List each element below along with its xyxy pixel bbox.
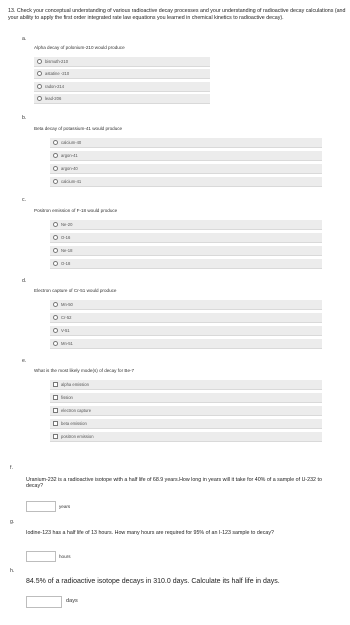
- radio-button[interactable]: [53, 235, 58, 240]
- checkbox[interactable]: [53, 434, 58, 439]
- option-label: argon-40: [61, 165, 78, 171]
- checkbox[interactable]: [53, 395, 58, 400]
- part-b-option[interactable]: [50, 177, 322, 187]
- option-label: electron capture: [61, 407, 92, 413]
- radio-button[interactable]: [37, 96, 42, 101]
- part-e-option[interactable]: [50, 406, 322, 416]
- radio-button[interactable]: [53, 328, 58, 333]
- part-g-question: Iodine-123 has a half life of 13 hours. How many hours are required for 95% of an I-123 sample to decay?: [26, 530, 274, 536]
- part-c-option[interactable]: [50, 233, 322, 243]
- option-label: Ne-20: [61, 221, 73, 227]
- option-label: fission: [61, 394, 73, 400]
- part-a-option[interactable]: [34, 82, 210, 92]
- radio-button[interactable]: [37, 59, 42, 64]
- part-f-unit: years: [59, 504, 71, 509]
- part-d-letter: d.: [22, 278, 27, 284]
- option-label: calcium-40: [61, 139, 82, 145]
- radio-button[interactable]: [53, 166, 58, 171]
- part-f-question: Uranium-232 is a radioactive isotope with a half life of 68.9 years.How long in years will it take for 40% of a sample of U-232 to decay?: [26, 477, 322, 490]
- option-label: lead-206: [45, 95, 62, 101]
- part-c-letter: c.: [22, 197, 27, 203]
- part-b-prompt: Beta decay of potassium-41 would produce: [34, 126, 123, 131]
- part-c-prompt: Positron emission of F-18 would produce: [34, 208, 118, 213]
- part-d-option[interactable]: [50, 326, 322, 336]
- radio-button[interactable]: [53, 248, 58, 253]
- part-b-option[interactable]: [50, 151, 322, 161]
- part-a-letter: a.: [22, 36, 27, 42]
- part-f-letter: f.: [10, 465, 13, 471]
- option-label: argon-41: [61, 152, 78, 158]
- option-label: O-18: [61, 260, 71, 266]
- part-a-option[interactable]: [34, 94, 210, 104]
- radio-button[interactable]: [53, 222, 58, 227]
- part-e-prompt: What is the most likely mode(s) of decay for Be-7: [34, 368, 135, 373]
- part-e-option[interactable]: [50, 393, 322, 403]
- option-label: calcium-41: [61, 178, 82, 184]
- radio-button[interactable]: [53, 341, 58, 346]
- part-h-question: 84.5% of a radioactive isotope decays in 310.0 days. Calculate its half life in days.: [26, 578, 280, 585]
- option-label: positron emission: [61, 433, 94, 439]
- part-b-option[interactable]: [50, 138, 322, 148]
- part-e-option[interactable]: [50, 432, 322, 442]
- part-f-answer-input[interactable]: [26, 501, 56, 512]
- question-intro: 13. Check your conceptual understanding of various radioactive decay processes and your understanding of radioactive decay calculations (and your ability to apply the first order integrated rate law equations you learned in chemical kinetics to radioactive decay).: [8, 8, 346, 22]
- radio-button[interactable]: [53, 302, 58, 307]
- radio-button[interactable]: [53, 315, 58, 320]
- radio-button[interactable]: [37, 71, 42, 76]
- radio-button[interactable]: [53, 179, 58, 184]
- part-c-option[interactable]: [50, 246, 322, 256]
- part-d-option[interactable]: [50, 313, 322, 323]
- part-e-option[interactable]: [50, 380, 322, 390]
- option-label: beta emission: [61, 420, 87, 426]
- part-c-option[interactable]: [50, 259, 322, 269]
- part-d-prompt: Electron capture of Cr-51 would produce: [34, 288, 117, 293]
- option-label: V-51: [61, 327, 70, 333]
- part-g-answer-input[interactable]: [26, 551, 56, 562]
- part-a-prompt: Alpha decay of polonium-210 would produce: [34, 45, 125, 50]
- part-d-option[interactable]: [50, 300, 322, 310]
- option-label: radon-214: [45, 83, 65, 89]
- part-a-option[interactable]: [34, 69, 210, 79]
- part-h-unit: days: [66, 598, 78, 604]
- part-g-unit: hours: [59, 554, 71, 559]
- option-label: alpha emission: [61, 381, 89, 387]
- part-c-option[interactable]: [50, 220, 322, 230]
- part-h-letter: h.: [10, 568, 15, 574]
- radio-button[interactable]: [53, 140, 58, 145]
- option-label: astatine -210: [45, 70, 70, 76]
- radio-button[interactable]: [53, 153, 58, 158]
- checkbox[interactable]: [53, 421, 58, 426]
- part-d-option[interactable]: [50, 339, 322, 349]
- checkbox[interactable]: [53, 408, 58, 413]
- option-label: Mn-50: [61, 301, 73, 307]
- part-e-option[interactable]: [50, 419, 322, 429]
- option-label: bismuth-210: [45, 58, 69, 64]
- option-label: Mn-51: [61, 340, 73, 346]
- checkbox[interactable]: [53, 382, 58, 387]
- part-h-answer-input[interactable]: [26, 596, 62, 608]
- part-b-option[interactable]: [50, 164, 322, 174]
- radio-button[interactable]: [37, 84, 42, 89]
- option-label: O-16: [61, 234, 71, 240]
- option-label: Cr-52: [61, 314, 72, 320]
- option-label: Ne-18: [61, 247, 73, 253]
- part-g-letter: g.: [10, 519, 15, 525]
- part-a-option[interactable]: [34, 57, 210, 67]
- radio-button[interactable]: [53, 261, 58, 266]
- part-b-letter: b.: [22, 115, 27, 121]
- part-e-letter: e.: [22, 358, 27, 364]
